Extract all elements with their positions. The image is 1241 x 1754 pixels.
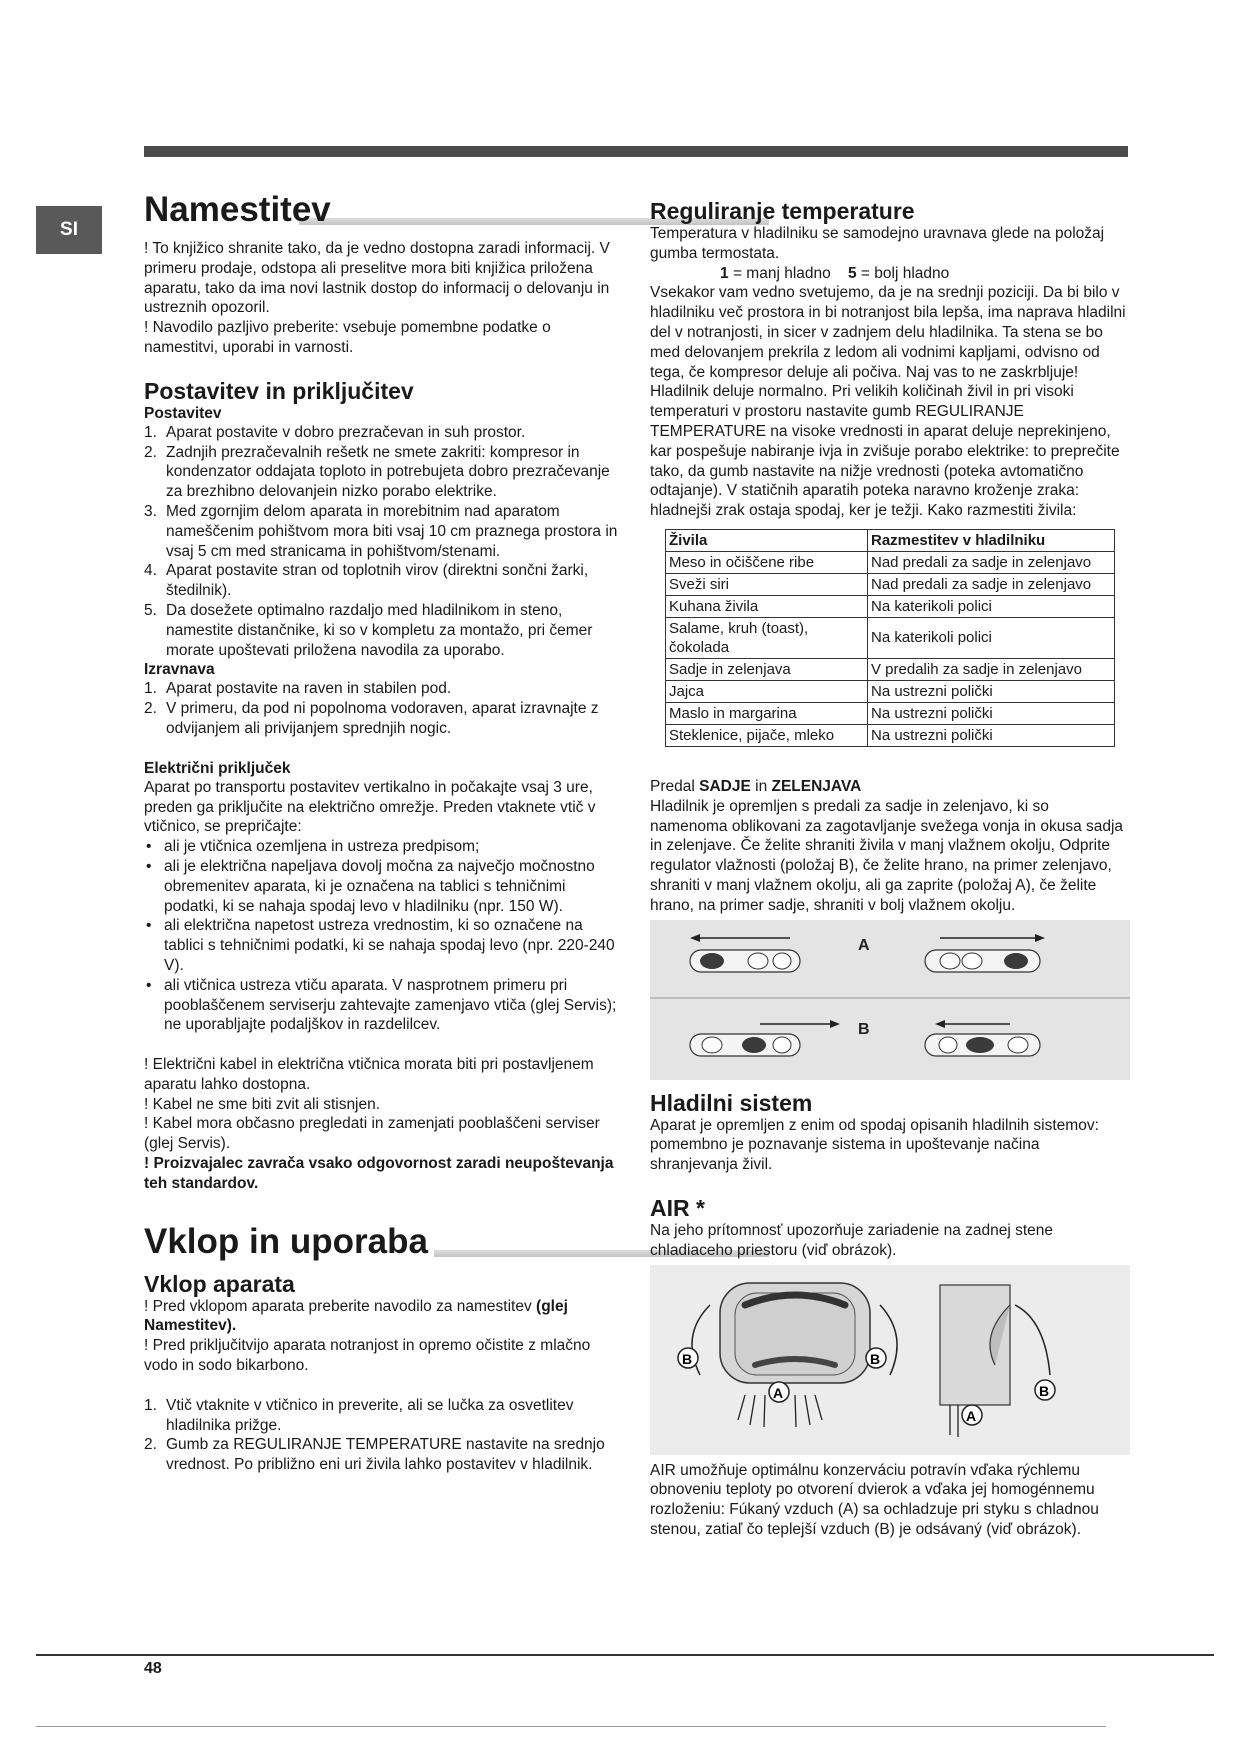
predal-heading: Predal SADJE in ZELENJAVA [650,777,862,795]
label-b-right: B [870,1350,881,1367]
heading-postavitev-in-prikljucitev: Postavitev in priključitev [144,377,414,404]
temp-body: Vsekakor vam vedno svetujemo, da je na srednji poziciji. Da bi bilo v hladilniku več prostora in bi notranjost bila lepša, ima naprava hladilni del v notranjosti, in sicer v zadnjem delu hladilnika. Ta stena se bo med delovanjem prekrila z ledom ali vodnimi kapljami, odvisno od tega, če kompresor deluje ali počiva. Naj vas to ne zaskrbljuje! Hladilnik deluje normalno. Pri velikih količinah živil in pri visoki temperaturi v prostoru nastavite gumb REGULIRANJE TEMPERATURE na visoke vrednosti in aparat deluje neprekinjeno, kar pospešuje nabiranje ivja in zvišuje porabo elektrike: to preprečite tako, da gumb nastavite na nižje vrednosti (poteka avtomatično odtajanje). V statičnih aparatih poteka naravno kroženje zraka: hladnejši zrak ostaja spodaj, ker je težji. Kako razmestiti živila: [650,284,1126,520]
list-item: 2. Zadnjih prezračevalnih rešetk ne smete zakriti: kompresor in kondenzator oddajata toploto in potrebujeta dobro prezračevanje za brezhibno delovanjein nizko porabo elektrike. [144,443,610,501]
elektricni-paragraph: Aparat po transportu postavitev vertikalno in počakajte vsaj 3 ure, preden ga priključite na električno omrežje. Preden vtaknete vtič v vtičnico, se prepričajte: [144,778,596,836]
label-a: A [858,936,870,954]
subheading-postavitev: Postavitev [144,404,222,422]
humidity-regulator-figure [650,920,1130,1080]
label-a-right: A [966,1407,977,1424]
warning-bold-text: ! Proizvajalec zavrača vsako odgovornost zaradi neupoštevanja teh standardov. [144,1155,614,1192]
air-system-figure [650,1265,1130,1455]
right-column [650,198,1128,1540]
table-header-row [666,529,1115,551]
list-item: 1. Aparat postavite na raven in stabilen pod. [144,680,452,698]
air-flow-diagram [650,1265,1130,1455]
list-item: 5. Da dosežete optimalno razdaljo med hladilnikom in steno, namestite distančnike, ki so v kompletu za montažo, pri čemer morate upoštevati priložena navodila za uporabo. [144,601,593,659]
list-item: 3. Med zgornjim delom aparata in morebitnim nad aparatom nameščenim pohištvom mora biti vsaj 10 cm praznega prostora in vsaj 5 cm med stranicama in pohištvom/stenami. [144,502,618,560]
list-item: 1. Vtič vtaknite v vtičnico in preverite, ali se lučka za osvetlitev hladilnika prižge. [144,1396,574,1434]
vklop-note: ! Pred priključitvijo aparata notranjost in opremo očistite z mlačno vodo in sodo bikarbono. [144,1337,591,1375]
temp-intro: Temperatura v hladilniku se samodejno uravnava glede na položaj gumba termostata. [650,225,1105,262]
list-item: 2. Gumb za REGULIRANJE TEMPERATURE nastavite na srednjo vrednost. Po približno eni uri živila lahko postavitev v hladilnik. [144,1436,605,1474]
list-item: • ali električna napetost ustreza vrednostim, ki so označene na tablici s tehničnimi podatki, ki se nahaja spodaj levo (npr. 220-240 V). [146,917,615,974]
left-column [144,190,624,1475]
list-item: • ali je vtičnica ozemljena in ustreza predpisom; [146,838,480,856]
postavitev-list [144,423,624,661]
page-number: 48 [144,1660,162,1677]
title-text: Namestitev [144,190,331,229]
air-intro: Na jeho prítomnosť upozorňuje zariadenie na zadnej stene chladiaceho priestoru (viď obrázok). [650,1221,1054,1259]
list-item: 2. V primeru, da pod ni popolnoma vodoraven, aparat izravnajte z odvijanjem ali privijanjem sprednjih nogic. [144,700,599,737]
table-row: Maslo in margarina Na ustrezni polički [666,702,1115,724]
thermostat-scale: 1 = manj hladno 5 = bolj hladno [720,264,950,282]
heading-hladilni-sistem: Hladilni sistem [650,1089,813,1116]
table-row: Meso in očiščene ribe Nad predali za sadje in zelenjavo [666,551,1115,573]
warning-text: ! Kabel mora občasno pregledati in zamenjati pooblaščeni serviser (glej Servis). [144,1115,600,1153]
heading-reguliranje-temperature: Reguliranje temperature [650,198,915,224]
intro-paragraph: ! Navodilo pazljivo preberite: vsebuje pomembne podatke o namestitvi, uporabi in varnosti. [144,319,551,356]
warning-text: ! Kabel ne sme biti zvit ali stisnjen. [144,1095,381,1113]
predal-paragraph: Hladilnik je opremljen s predali za sadje in zelenjavo, ki so namenoma oblikovani za zagotavljanje svežega vonja in okusa sadja in zelenjave. Če želite shraniti živila v manj vlažnem okolju, Odprite regulator vlažnosti (položaj B), če želite hrano, na primer zelenjavo, shraniti v manj vlažnem okolju, ali ga zaprite (položaj A), če želite hrano, na primer sadje, shraniti v bolj vlažnem okolju. [650,797,1124,914]
label-a-left: A [773,1384,784,1401]
label-b-left: B [682,1350,693,1367]
list-item: • ali je električna napeljava dovolj močna za največjo močnostno obremenitev aparata, ki je označena na tablici s tehničnimi podatki, ki se nahaja spodaj levo v hladilniku (npr. 150 W). [146,857,595,915]
elektricni-bullets [144,837,624,1035]
table-row: Steklenice, pijače, mleko Na ustrezni polički [666,724,1115,746]
bottom-rule [36,1726,1106,1727]
vklop-note: ! Pred vklopom aparata preberite navodilo za namestitev (glej Namestitev). [144,1297,568,1335]
warning-text: ! Električni kabel in električna vtičnica morata biti pri postavljenem aparatu lahko dostopna. [144,1056,594,1093]
heading-air: AIR * [650,1194,705,1221]
table-row: Kuhana živila Na katerikoli polici [666,595,1115,617]
table-row: Salame, kruh (toast), čokolada Na katerikoli polici [666,617,1115,658]
language-tab: SI [36,206,102,254]
food-placement-table [665,529,1115,747]
izravnava-list [144,679,624,738]
subheading-izravnava: Izravnava [144,661,215,679]
heading-vklop-aparata: Vklop aparata [144,1270,295,1297]
top-rule [144,146,1128,157]
column-header: Razmestitev v hladilniku [868,529,1115,551]
air-paragraph: AIR umožňuje optimálnu konzerváciu potravín vďaka rýchlemu obnoveniu teploty po otvorení dvierok a vďaka jej homogénnemu rozloženiu: Fúkaný vzduch (A) sa ochladzuje pri styku s chladnou stenou, zatiaľ čo teplejší vzduch (B) je odsávaný (viď obrázok). [650,1461,1099,1538]
table-row: Sadje in zelenjava V predalih za sadje in zelenjavo [666,658,1115,680]
humidity-regulator-diagram [650,920,1130,1080]
label-b-side: B [1039,1382,1050,1399]
list-item: 1. Aparat postavite v dobro prezračevan in suh prostor. [144,423,526,441]
table-row: Jajca Na ustrezni polički [666,680,1115,702]
list-item: • ali vtičnica ustreza vtiču aparata. V nasprotnem primeru pri pooblaščenem serviserju zahtevajte zamenjavo vtiča (glej Servis); ne uporabljajte podaljškov in razdelilcev. [146,976,617,1034]
title-text: Vklop in uporaba [144,1221,428,1261]
section-title-vklop-in-uporaba [144,1221,624,1261]
label-b: B [858,1020,870,1038]
hladilni-paragraph: Aparat je opremljen z enim od spodaj opisanih hladilnih sistemov: pomembno je poznavanje sistema in upoštevanje načina shranjevanja živil. [650,1116,1099,1174]
column-header: Živila [666,529,868,551]
intro-paragraph: ! To knjižico shranite tako, da je vedno dostopna zaradi informacij. V primeru prodaje, odstopa ali preselitve mora biti knjižica priložena aparatu, tako da ima novi lastnik dostop do informacij o delovanju in ustreznih opozoril. [144,240,610,317]
section-title-namestitev [144,190,624,229]
footer-rule [36,1654,1214,1656]
vklop-list [144,1396,624,1475]
subheading-elektricni-prikljucek: Električni priključek [144,759,291,777]
list-item: 4. Aparat postavite stran od toplotnih virov (direktni sončni žarki, štedilnik). [144,562,589,600]
table-row: Sveži siri Nad predali za sadje in zelenjavo [666,573,1115,595]
